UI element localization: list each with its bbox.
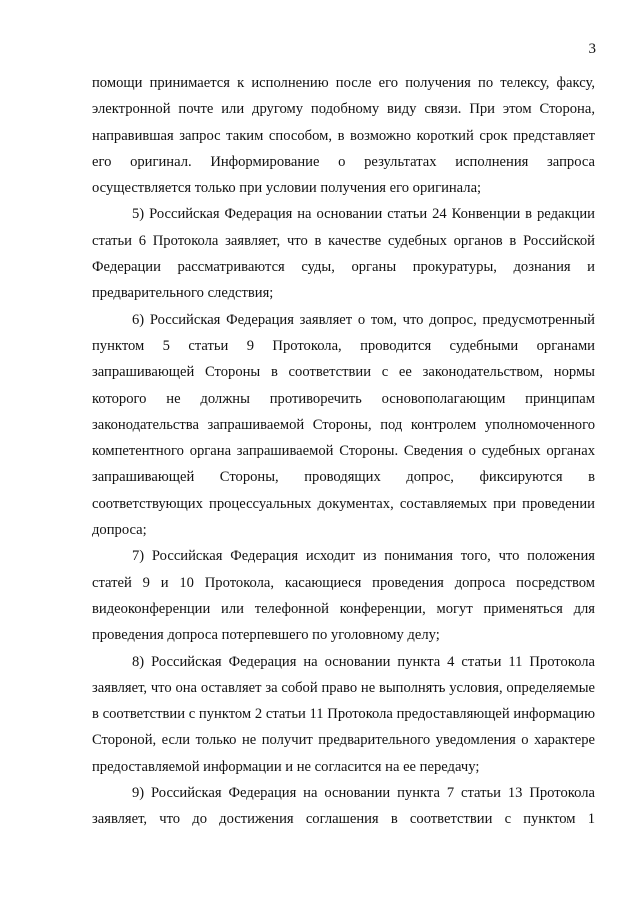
- paragraph-item-6: 6) Российская Федерация заявляет о том, что допрос, предусмотренный пунктом 5 статьи 9 Протокола, проводится судебными органами запрашивающей Стороны в соответствии с ее законодательством, нормы которого не должны противоречить основополагающим принципам законодательства запрашиваемой Стороны, под контролем уполномоченного компетентного органа запрашиваемой Стороны. Сведения о судебных органах запрашивающей Стороны, проводящих допрос, фиксируются в соответствующих процессуальных документах, составляемых при проведении допроса;: [92, 311, 595, 539]
- paragraph-item-8: 8) Российская Федерация на основании пункта 4 статьи 11 Протокола заявляет, что она оставляет за собой право не выполнять условия, определяемые в соответствии с пунктом 2 статьи 11 Протокола предоставляющей информацию Стороной, если только не получит предварительного уведомления о характере предоставляемой информации и не согласится на ее передачу;: [92, 653, 595, 775]
- page-number: 3: [588, 41, 596, 57]
- paragraph-continuation: помощи принимается к исполнению после его получения по телексу, факсу, электронной почте или другому подобному виду связи. При этом Сторона, направившая запрос таким способом, в возможно короткий срок представляет его оригинал. Информирование о результатах исполнения запроса осуществляется только при условии получения его оригинала;: [92, 75, 595, 197]
- paragraph-item-9: 9) Российская Федерация на основании пункта 7 статьи 13 Протокола заявляет, что до достижения соглашения в соответствии с пунктом 1: [92, 785, 595, 828]
- document-body: [92, 70, 595, 833]
- paragraph-item-7: 7) Российская Федерация исходит из понимания того, что положения статей 9 и 10 Протокола, касающиеся проведения допроса посредством видеоконференции или телефонной конференции, могут применяться для проведения допроса потерпевшего по уголовному делу;: [92, 548, 595, 644]
- paragraph-item-5: 5) Российская Федерация на основании статьи 24 Конвенции в редакции статьи 6 Протокола заявляет, что в качестве судебных органов в Российской Федерации рассматриваются суды, органы прокуратуры, дознания и предварительного следствия;: [92, 206, 595, 302]
